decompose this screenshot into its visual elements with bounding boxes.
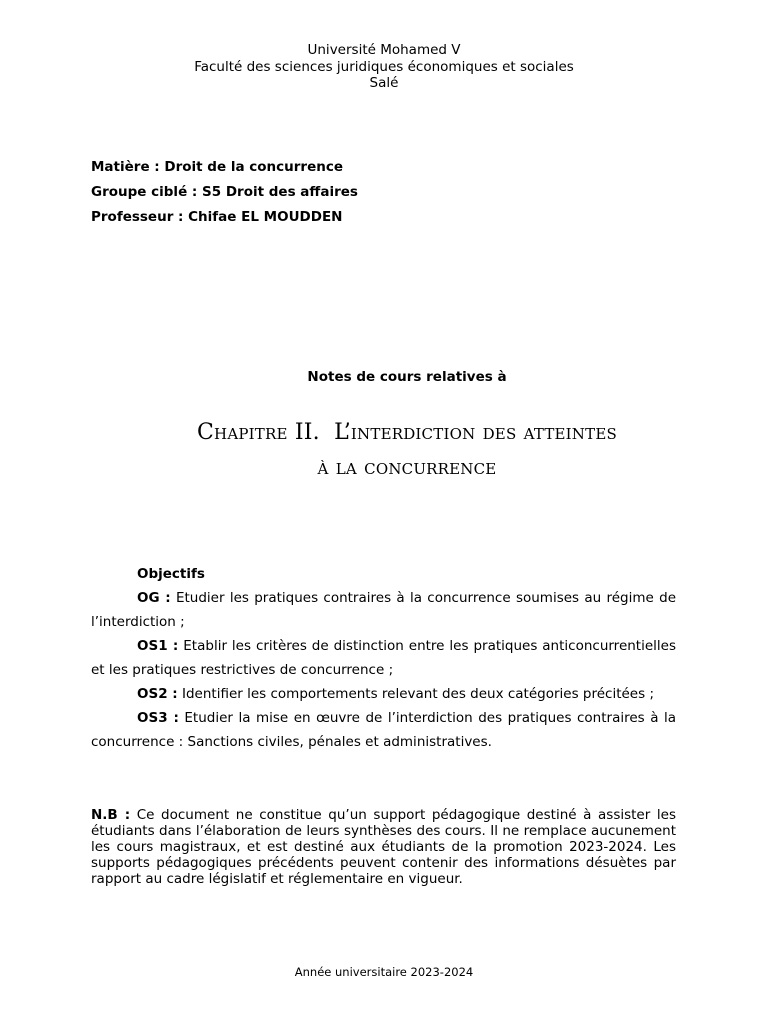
disclaimer-label: N.B :	[91, 807, 131, 823]
chapter-title	[0, 415, 768, 485]
objective-label: OS1 :	[137, 638, 179, 654]
objective-text: Etudier les pratiques contraires à la concurrence soumises au régime de l’interdiction ;	[91, 590, 677, 630]
objective-label: OS3 :	[137, 710, 179, 726]
objective-label: OG :	[137, 590, 171, 606]
objective-text: Etudier la mise en œuvre de l’interdiction des pratiques contraires à la concurrence : Sanctions civiles, pénales et administratives.	[91, 710, 676, 750]
professor-line: Professeur : Chifae EL MOUDDEN	[91, 209, 343, 225]
objective-label: OS2 :	[137, 686, 178, 702]
chapter-title-line-1: Chapitre II. L’interdiction des atteintes	[197, 420, 617, 445]
academic-year-footer: Année universitaire 2023-2024	[294, 965, 474, 979]
subject-line: Matière : Droit de la concurrence	[91, 159, 344, 175]
objectives-heading: Objectifs	[137, 566, 205, 582]
course-meta	[91, 155, 358, 230]
objective-item	[91, 682, 676, 706]
objective-text: Identifier les comportements relevant des deux catégories précitées ;	[177, 686, 654, 702]
disclaimer-text: Ce document ne constitue qu’un support pédagogique destiné à assister les étudiants dans l’élaboration de leurs synthèses des cours. Il ne remplace aucunement les cours magistraux, et est destiné aux étudiants de la promotion 2023-2024. Les supports pédagogiques précédents peuvent contenir des informations désuètes par rapport au cadre législatif et réglementaire en vigueur.	[91, 807, 676, 887]
faculty-name: Faculté des sciences juridiques économiques et sociales	[194, 58, 574, 75]
group-line: Groupe ciblé : S5 Droit des affaires	[91, 184, 358, 200]
objective-item	[91, 706, 676, 754]
notes-title: Notes de cours relatives à	[307, 369, 507, 385]
objective-item	[91, 634, 676, 682]
objective-item	[91, 586, 676, 634]
disclaimer-note	[91, 807, 676, 887]
chapter-title-line-2: à la concurrence	[317, 455, 497, 480]
objective-text: Etablir les critères de distinction entre les pratiques anticoncurrentielles et les pratiques restrictives de concurrence ;	[91, 638, 676, 678]
institution-header	[0, 42, 768, 92]
objectives-section	[91, 562, 676, 754]
university-name: Université Mohamed V	[307, 42, 461, 58]
disclaimer-paragraph	[91, 807, 676, 887]
city-name: Salé	[369, 75, 399, 91]
